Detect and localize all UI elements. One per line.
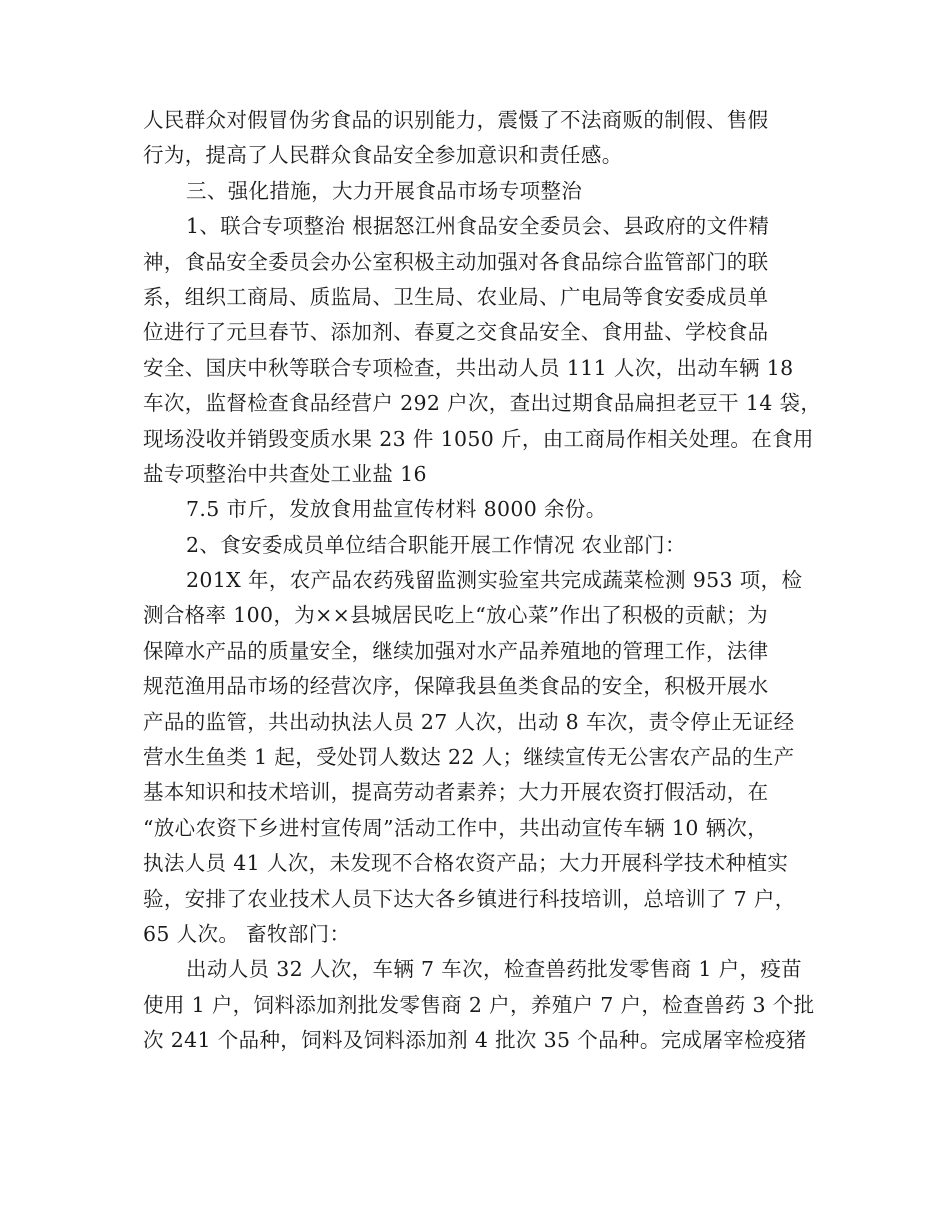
text-line: 行为，提高了人民群众食品安全参加意识和责任感。 xyxy=(143,143,623,168)
text-line: 使用 1 户，饲料添加剂批发零售商 2 户，养殖户 7 户，检查兽药 3 个批 xyxy=(143,992,815,1017)
text-line: 位进行了元旦春节、添加剂、春夏之交食品安全、食用盐、学校食品 xyxy=(143,320,769,345)
text-line: 1、联合专项整治 根据怒江州食品安全委员会、县政府的文件精 xyxy=(186,214,770,239)
text-line: “放心农资下乡进村宣传周”活动工作中，共出动宣传车辆 10 辆次， xyxy=(143,815,769,840)
text-line: 验，安排了农业技术人员下达大各乡镇进行科技培训，总培训了 7 户， xyxy=(143,886,796,911)
text-line: 次 241 个品种，饲料及饲料添加剂 4 批次 35 个品种。完成屠宰检疫猪 xyxy=(143,1028,807,1053)
text-line: 测合格率 100，为××县城居民吃上“放心菜”作出了积极的贡献；为 xyxy=(143,603,769,628)
text-line: 7.5 市斤，发放食用盐宣传材料 8000 余份。 xyxy=(186,497,607,522)
text-line: 盐专项整治中共查处工业盐 16 xyxy=(143,461,427,486)
text-line: 2、食安委成员单位结合职能开展工作情况 农业部门： xyxy=(186,532,686,557)
text-line: 执法人员 41 人次，未发现不合格农资产品；大力开展科学技术种植实 xyxy=(143,851,789,876)
text-line: 保障水产品的质量安全，继续加强对水产品养殖地的管理工作，法律 xyxy=(143,638,769,663)
text-line: 201X 年，农产品农药残留监测实验室共完成蔬菜检测 953 项，检 xyxy=(186,568,803,593)
text-line: 安全、国庆中秋等联合专项检查，共出动人员 111 人次，出动车辆 18 xyxy=(143,355,794,380)
text-line: 出动人员 32 人次，车辆 7 车次，检查兽药批发零售商 1 户，疫苗 xyxy=(186,957,803,982)
section-heading: 三、强化措施，大力开展食品市场专项整治 xyxy=(186,178,583,203)
text-line: 系，组织工商局、质监局、卫生局、农业局、广电局等食安委成员单 xyxy=(143,284,769,309)
text-line: 车次，监督检查食品经营户 292 户次，查出过期食品扁担老豆干 14 袋， xyxy=(143,391,822,416)
text-line: 产品的监管，共出动执法人员 27 人次，出动 8 车次，责令停止无证经 xyxy=(143,709,795,734)
text-line: 基本知识和技术培训，提高劳动者素养；大力开展农资打假活动，在 xyxy=(143,780,769,805)
text-line: 人民群众对假冒伪劣食品的识别能力，震慑了不法商贩的制假、售假 xyxy=(143,108,769,132)
text-line: 规范渔用品市场的经营次序，保障我县鱼类食品的安全，积极开展水 xyxy=(143,674,769,699)
text-line: 65 人次。 畜牧部门： xyxy=(143,921,351,946)
text-line: 现场没收并销毁变质水果 23 件 1050 斤，由工商局作相关处理。在食用 xyxy=(143,426,814,451)
text-line: 神，食品安全委员会办公室积极主动加强对各食品综合监管部门的联 xyxy=(143,249,769,274)
text-line: 营水生鱼类 1 起，受处罚人数达 22 人；继续宣传无公害农产品的生产 xyxy=(143,745,795,770)
document-body xyxy=(143,103,822,1059)
